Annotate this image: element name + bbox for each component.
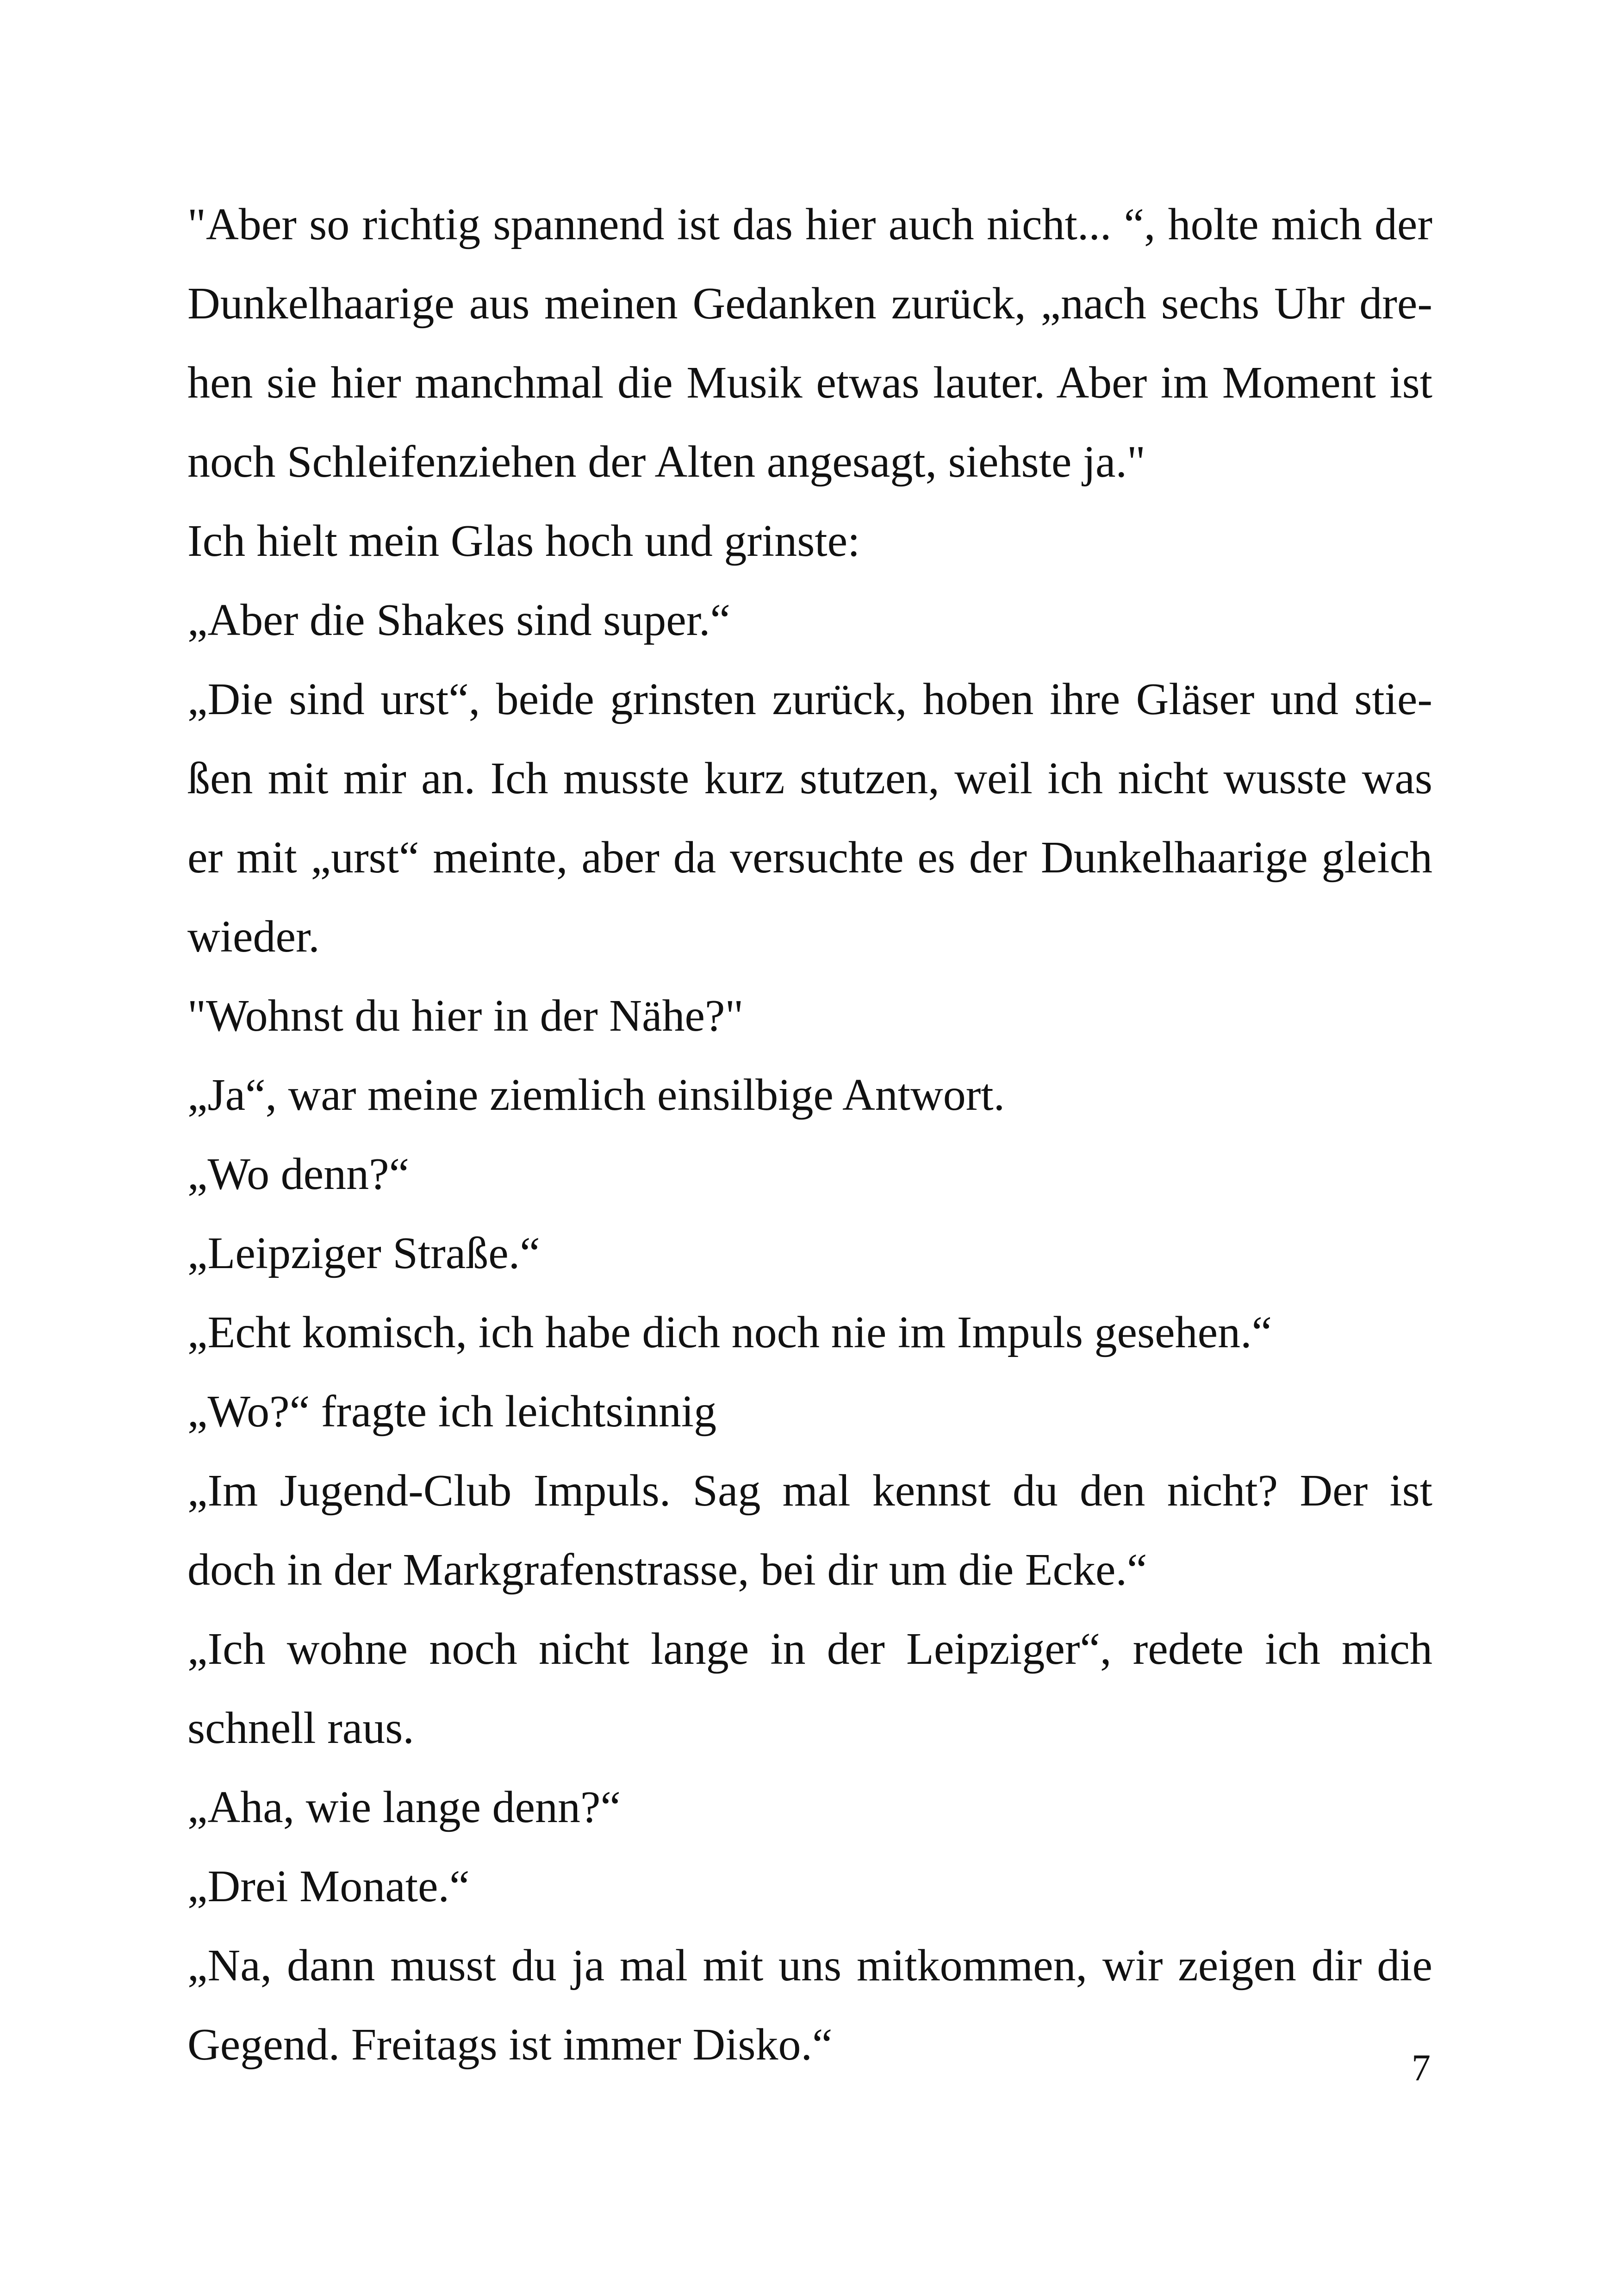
- text-line: wieder.: [187, 912, 320, 962]
- text-line: noch Schleifenziehen der Alten angesagt, siehste ja.": [187, 437, 1146, 487]
- text-line: "Aber so richtig spannend ist das hier auch nicht... “, holte mich der: [187, 199, 1432, 249]
- text-line: „Wo?“ fragte ich leichtsinnig: [187, 1387, 717, 1437]
- text-line: „Im Jugend-Club Impuls. Sag mal kennst du den nicht? Der ist: [187, 1466, 1432, 1516]
- text-line: „Ja“, war meine ziemlich einsilbige Antwort.: [187, 1070, 1005, 1120]
- text-line: „Wo denn?“: [187, 1149, 410, 1199]
- text-line: „Drei Monate.“: [187, 1861, 470, 1911]
- text-line: „Na, dann musst du ja mal mit uns mitkommen, wir zeigen dir die: [187, 1941, 1432, 1991]
- text-line: Ich hielt mein Glas hoch und grinste:: [187, 516, 860, 566]
- body-text: [187, 185, 1432, 2084]
- text-line: ßen mit mir an. Ich musste kurz stutzen, weil ich nicht wusste was: [187, 753, 1432, 803]
- text-line: „Die sind urst“, beide grinsten zurück, hoben ihre Gläser und stie-: [187, 674, 1432, 724]
- text-line: er mit „urst“ meinte, aber da versuchte es der Dunkelhaarige gleich: [187, 833, 1432, 883]
- page-number: 7: [1412, 2047, 1431, 2089]
- text-line: „Ich wohne noch nicht lange in der Leipziger“, redete ich mich: [187, 1624, 1432, 1674]
- text-line: „Aha, wie lange denn?“: [187, 1782, 621, 1832]
- text-line: Gegend. Freitags ist immer Disko.“: [187, 2020, 833, 2070]
- text-line: „Echt komisch, ich habe dich noch nie im Impuls gesehen.“: [187, 1307, 1272, 1357]
- text-line: hen sie hier manchmal die Musik etwas lauter. Aber im Moment ist: [187, 358, 1432, 408]
- text-line: schnell raus.: [187, 1703, 414, 1753]
- text-line: Dunkelhaarige aus meinen Gedanken zurück, „nach sechs Uhr dre-: [187, 279, 1432, 329]
- text-line: doch in der Markgrafenstrasse, bei dir um die Ecke.“: [187, 1545, 1147, 1595]
- text-line: „Leipziger Straße.“: [187, 1228, 540, 1278]
- text-line: "Wohnst du hier in der Nähe?": [187, 991, 744, 1041]
- text-line: „Aber die Shakes sind super.“: [187, 595, 730, 645]
